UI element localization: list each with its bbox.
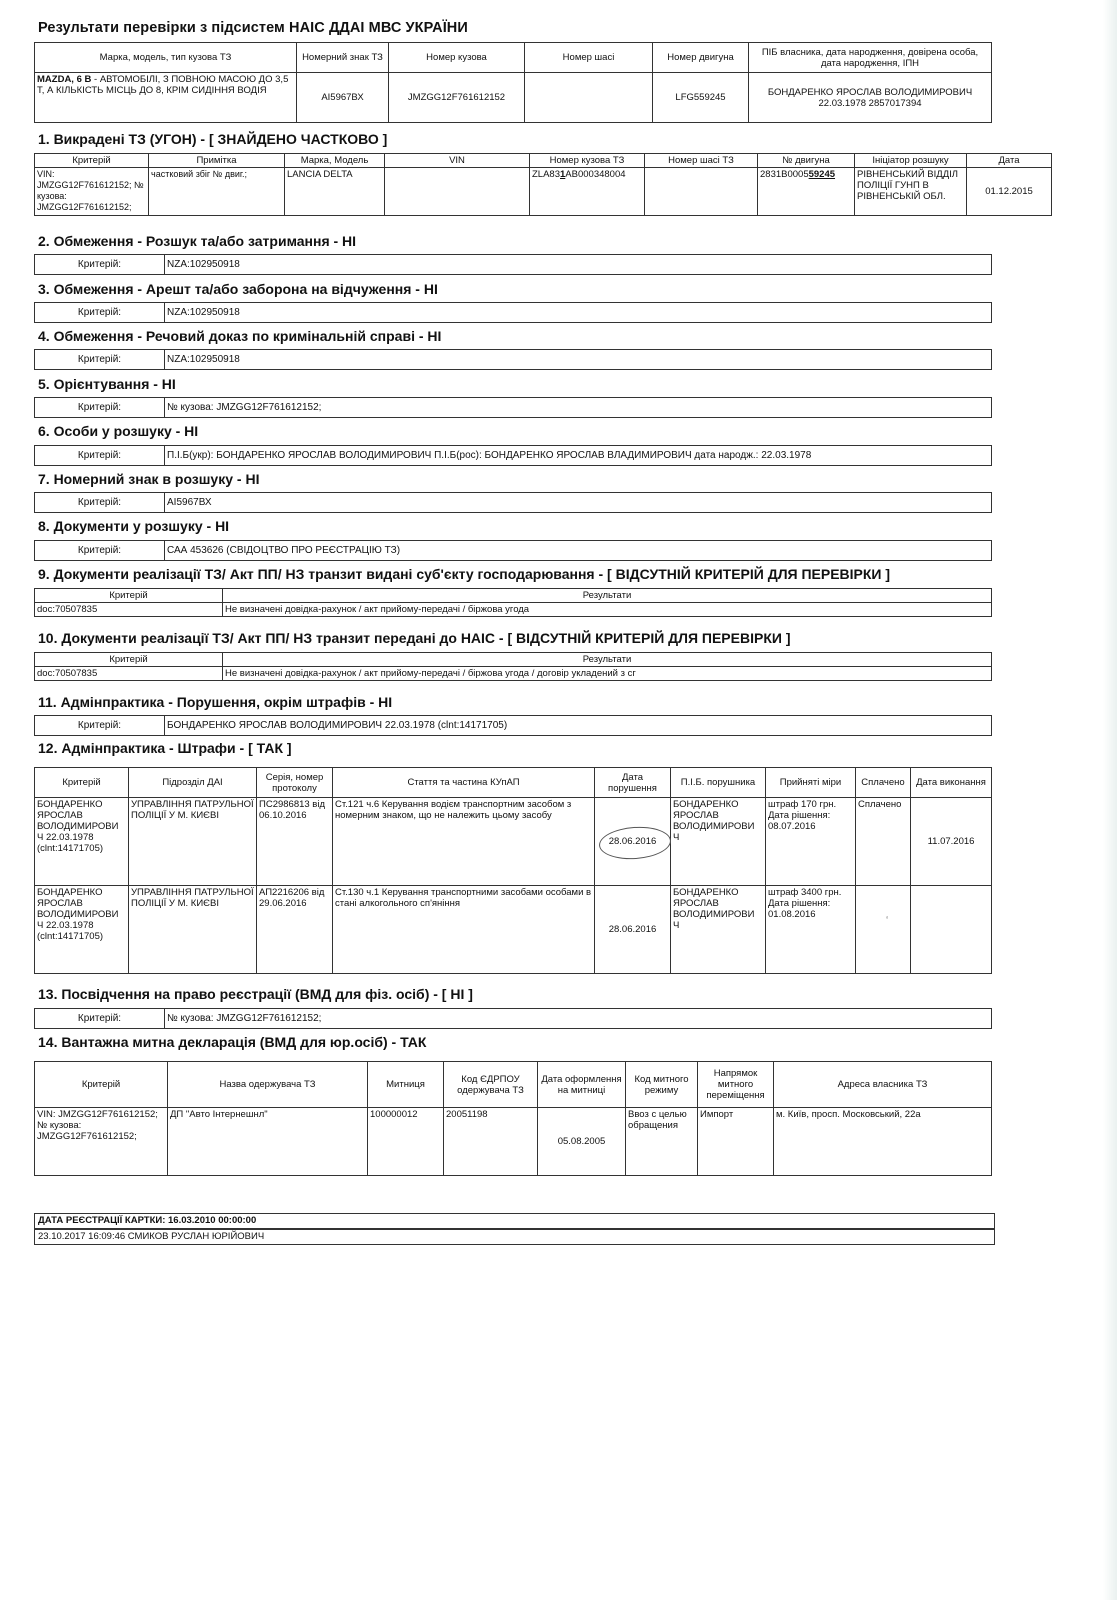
fine-exec — [911, 886, 992, 974]
section-5-title: 5. Орієнтування - НІ — [38, 376, 176, 392]
vehicle-chassis — [525, 73, 653, 123]
s12-header-paid: Сплачено — [856, 768, 911, 798]
criterion-label: Критерій: — [35, 493, 165, 513]
section-4-table — [34, 349, 992, 370]
s1-make: LANCIA DELTA — [285, 168, 385, 216]
s1-vin — [385, 168, 530, 216]
s1-header-note: Примітка — [149, 154, 285, 168]
fine-protocol: АП2216206 від 29.06.2016 — [257, 886, 333, 974]
scan-edge — [1103, 0, 1117, 1600]
s1-header-initiator: Ініціатор розшуку — [855, 154, 967, 168]
check-timestamp-operator: 23.10.2017 16:09:46 СМИКОВ РУСЛАН ЮРІЙОВИЧ — [34, 1229, 995, 1245]
s9-header-criterion: Критерій — [35, 589, 223, 603]
s1-header-body: Номер кузова ТЗ — [530, 154, 645, 168]
fine-unit: УПРАВЛІННЯ ПАТРУЛЬНОЇ ПОЛІЦІЇ У М. КИЄВІ — [129, 886, 257, 974]
s12-header-person: П.І.Б. порушника — [671, 768, 766, 798]
s1-header-vin: VIN — [385, 154, 530, 168]
customs-direction: Импорт — [698, 1108, 774, 1176]
s14-header-address: Адреса власника ТЗ — [774, 1062, 992, 1108]
s12-header-exec: Дата виконання — [911, 768, 992, 798]
section-4-value: NZA:102950918 — [165, 350, 992, 370]
section-3-value: NZA:102950918 — [165, 303, 992, 323]
section-4-title: 4. Обмеження - Речовий доказ по кримінальній справі - НІ — [38, 328, 442, 344]
section-7-title: 7. Номерний знак в розшуку - НІ — [38, 471, 260, 487]
handwritten-tick: ‘ — [886, 915, 889, 926]
criterion-label: Критерій: — [35, 350, 165, 370]
customs-address: м. Київ, просп. Московський, 22а — [774, 1108, 992, 1176]
s9-result: Не визначені довідка-рахунок / акт прийому-передачі / біржова угода — [223, 603, 992, 617]
section-2-value: NZA:102950918 — [165, 255, 992, 275]
criterion-label: Критерій: — [35, 398, 165, 418]
owner-name: БОНДАРЕНКО ЯРОСЛАВ ВОЛОДИМИРОВИЧ — [767, 86, 973, 98]
vehicle-engine: LFG559245 — [653, 73, 749, 123]
s12-header-protocol: Серія, номер протоколу — [257, 768, 333, 798]
s14-header-code: Код ЄДРПОУ одержувача ТЗ — [444, 1062, 538, 1108]
s1-initiator: РІВНЕНСЬКИЙ ВІДДІЛ ПОЛІЦІЇ ГУНП В РІВНЕНСЬКІЙ ОБЛ. — [855, 168, 967, 216]
vehicle-owner — [749, 73, 992, 123]
fine-person: БОНДАРЕНКО ЯРОСЛАВ ВОЛОДИМИРОВИ Ч — [671, 886, 766, 974]
s1-engine — [758, 168, 855, 216]
s1-engine-highlight: 59245 — [808, 169, 836, 180]
section-2-title: 2. Обмеження - Розшук та/або затримання - НІ — [38, 233, 357, 249]
section-13-value: № кузова: JMZGG12F761612152; — [165, 1009, 992, 1029]
stolen-table — [34, 153, 1052, 216]
customs-code: 20051198 — [444, 1108, 538, 1176]
header-engine: Номер двигуна — [653, 43, 749, 73]
s1-criterion: VIN: JMZGG12F761612152; № кузова: JMZGG12F761612152; — [35, 168, 149, 216]
customs-recipient: ДП "Авто Інтернешнл" — [168, 1108, 368, 1176]
section-2-table — [34, 254, 992, 275]
s1-header-make: Марка, Модель — [285, 154, 385, 168]
s12-header-measures: Прийняті міри — [766, 768, 856, 798]
criterion-label: Критерій: — [35, 1009, 165, 1029]
section-3-table — [34, 302, 992, 323]
section-6-table — [34, 445, 992, 466]
fine-measures: штраф 3400 грн. Дата рішення: 01.08.2016 — [766, 886, 856, 974]
section-7-value: АІ5967ВХ — [165, 493, 992, 513]
criterion-label: Критерій: — [35, 541, 165, 561]
s1-note: частковий збіг № двиг.; — [149, 168, 285, 216]
customs-criterion: VIN: JMZGG12F761612152; № кузова: JMZGG12F761612152; — [35, 1108, 168, 1176]
s14-header-date: Дата оформлення на митниці — [538, 1062, 626, 1108]
s1-header-chassis: Номер шасі ТЗ — [645, 154, 758, 168]
header-plate: Номерний знак ТЗ — [297, 43, 389, 73]
owner-details: 22.03.1978 2857017394 — [818, 97, 922, 109]
s1-header-criterion: Критерій — [35, 154, 149, 168]
customs-date: 05.08.2005 — [538, 1108, 626, 1176]
card-registration-date: ДАТА РЕЄСТРАЦІЇ КАРТКИ: 16.03.2010 00:00:00 — [34, 1213, 995, 1229]
s14-header-customs: Митниця — [368, 1062, 444, 1108]
section-5-table — [34, 397, 992, 418]
section-6-value: П.І.Б(укр): БОНДАРЕНКО ЯРОСЛАВ ВОЛОДИМИРОВИЧ П.І.Б(рос): БОНДАРЕНКО ЯРОСЛАВ ВЛАДИМИРОВИЧ дата народж.: 22.03.1978 — [165, 446, 992, 466]
section-8-table — [34, 540, 992, 561]
criterion-label: Критерій: — [35, 446, 165, 466]
criterion-label: Критерій: — [35, 303, 165, 323]
s10-result: Не визначені довідка-рахунок / акт прийому-передачі / біржова угода / договір укладений з сг — [223, 667, 992, 681]
s1-header-engine: № двигуна — [758, 154, 855, 168]
fine-paid — [856, 886, 911, 974]
table-row — [35, 1108, 992, 1176]
section-9-title: 9. Документи реалізації ТЗ/ Акт ПП/ НЗ транзит видані суб'єкту господарювання - [ ВІДСУТНІЙ КРИТЕРІЙ ДЛЯ ПЕРЕВІРКИ ] — [38, 566, 891, 582]
s1-body-highlight: 1 — [560, 169, 566, 180]
s1-header-date: Дата — [967, 154, 1052, 168]
section-12-title: 12. Адмінпрактика - Штрафи - [ ТАК ] — [38, 740, 292, 756]
section-10-title: 10. Документи реалізації ТЗ/ Акт ПП/ НЗ транзит передані до НАІС - [ ВІДСУТНІЙ КРИТЕРІЙ ДЛЯ ПЕРЕВІРКИ ] — [38, 630, 791, 646]
s1-body-part1: ZLA83 — [532, 169, 560, 180]
s12-header-article: Стаття та частина КУпАП — [333, 768, 595, 798]
fine-article: Ст.130 ч.1 Керування транспортними засобами особами в стані алкогольного сп'яніння — [333, 886, 595, 974]
section-14-title: 14. Вантажна митна декларація (ВМД для юр.осіб) - ТАК — [38, 1034, 427, 1050]
s10-header-results: Результати — [223, 653, 992, 667]
section-13-table — [34, 1008, 992, 1029]
s1-chassis — [645, 168, 758, 216]
vehicle-body-number: JMZGG12F761612152 — [389, 73, 525, 123]
fine-paid: Сплачено — [856, 798, 911, 886]
section-13-title: 13. Посвідчення на право реєстрації (ВМД для фіз. осіб) - [ НІ ] — [38, 986, 473, 1002]
section-10-table — [34, 652, 992, 681]
section-6-title: 6. Особи у розшуку - НІ — [38, 423, 199, 439]
s1-body — [530, 168, 645, 216]
model-name: MAZDA, 6 В — [37, 74, 92, 85]
document-title: Результати перевірки з підсистем НАІС ДДАІ МВС УКРАЇНИ — [38, 20, 468, 36]
fine-criterion: БОНДАРЕНКО ЯРОСЛАВ ВОЛОДИМИРОВИ Ч 22.03.1978 (clnt:14171705) — [35, 886, 129, 974]
fine-exec: 11.07.2016 — [911, 798, 992, 886]
section-11-title: 11. Адмінпрактика - Порушення, окрім штрафів - НІ — [38, 694, 393, 710]
vehicle-model — [35, 73, 297, 123]
fines-table — [34, 767, 992, 974]
section-1-title: 1. Викрадені ТЗ (УГОН) - [ ЗНАЙДЕНО ЧАСТКОВО ] — [38, 131, 388, 147]
vehicle-plate: АІ5967ВХ — [297, 73, 389, 123]
s12-header-unit: Підрозділ ДАІ — [129, 768, 257, 798]
model-description: - АВТОМОБІЛІ, З ПОВНОЮ МАСОЮ ДО 3,5 Т, А КІЛЬКІСТЬ МІСЦЬ ДО 8, КРІМ СИДІННЯ ВОДІЯ — [37, 74, 289, 96]
header-chassis: Номер шасі — [525, 43, 653, 73]
s12-header-criterion: Критерій — [35, 768, 129, 798]
customs-table — [34, 1061, 992, 1176]
header-owner: ПІБ власника, дата народження, довірена особа, дата народження, ІПН — [749, 43, 992, 73]
table-row — [35, 886, 992, 974]
s14-header-mode: Код митного режиму — [626, 1062, 698, 1108]
fine-unit: УПРАВЛІННЯ ПАТРУЛЬНОЇ ПОЛІЦІЇ У М. КИЄВІ — [129, 798, 257, 886]
section-3-title: 3. Обмеження - Арешт та/або заборона на відчуження - НІ — [38, 281, 438, 297]
header-model: Марка, модель, тип кузова ТЗ — [35, 43, 297, 73]
fine-measures: штраф 170 грн. Дата рішення: 08.07.2016 — [766, 798, 856, 886]
s9-criterion: doc:70507835 — [35, 603, 223, 617]
s12-header-date: Дата порушення — [595, 768, 671, 798]
section-9-table — [34, 588, 992, 617]
section-11-table — [34, 715, 992, 736]
fine-date: 28.06.2016 — [595, 886, 671, 974]
s9-header-results: Результати — [223, 589, 992, 603]
section-8-title: 8. Документи у розшуку - НІ — [38, 518, 230, 534]
s1-date: 01.12.2015 — [967, 168, 1052, 216]
s1-engine-part1: 2831B0005 — [760, 169, 809, 180]
criterion-label: Критерій: — [35, 716, 165, 736]
vehicle-table — [34, 42, 992, 123]
s14-header-criterion: Критерій — [35, 1062, 168, 1108]
fine-date: 28.06.2016 — [595, 798, 671, 886]
fine-article: Ст.121 ч.6 Керування водієм транспортним засобом з номерним знаком, що не належить цьому засобу — [333, 798, 595, 886]
section-7-table — [34, 492, 992, 513]
s14-header-recipient: Назва одержувача ТЗ — [168, 1062, 368, 1108]
fine-protocol: ПС2986813 від 06.10.2016 — [257, 798, 333, 886]
fine-person: БОНДАРЕНКО ЯРОСЛАВ ВОЛОДИМИРОВИ Ч — [671, 798, 766, 886]
s10-criterion: doc:70507835 — [35, 667, 223, 681]
section-8-value: САА 453626 (СВІДОЦТВО ПРО РЕЄСТРАЦІЮ ТЗ) — [165, 541, 992, 561]
section-11-value: БОНДАРЕНКО ЯРОСЛАВ ВОЛОДИМИРОВИЧ 22.03.1978 (clnt:14171705) — [165, 716, 992, 736]
s14-header-direction: Напрямок митного переміщення — [698, 1062, 774, 1108]
customs-mode: Ввоз с целью обращения — [626, 1108, 698, 1176]
s10-header-criterion: Критерій — [35, 653, 223, 667]
criterion-label: Критерій: — [35, 255, 165, 275]
s1-body-part2: AB000348004 — [565, 169, 626, 180]
header-body: Номер кузова — [389, 43, 525, 73]
section-5-value: № кузова: JMZGG12F761612152; — [165, 398, 992, 418]
fine-criterion: БОНДАРЕНКО ЯРОСЛАВ ВОЛОДИМИРОВИ Ч 22.03.1978 (clnt:14171705) — [35, 798, 129, 886]
customs-office: 100000012 — [368, 1108, 444, 1176]
table-row — [35, 798, 992, 886]
